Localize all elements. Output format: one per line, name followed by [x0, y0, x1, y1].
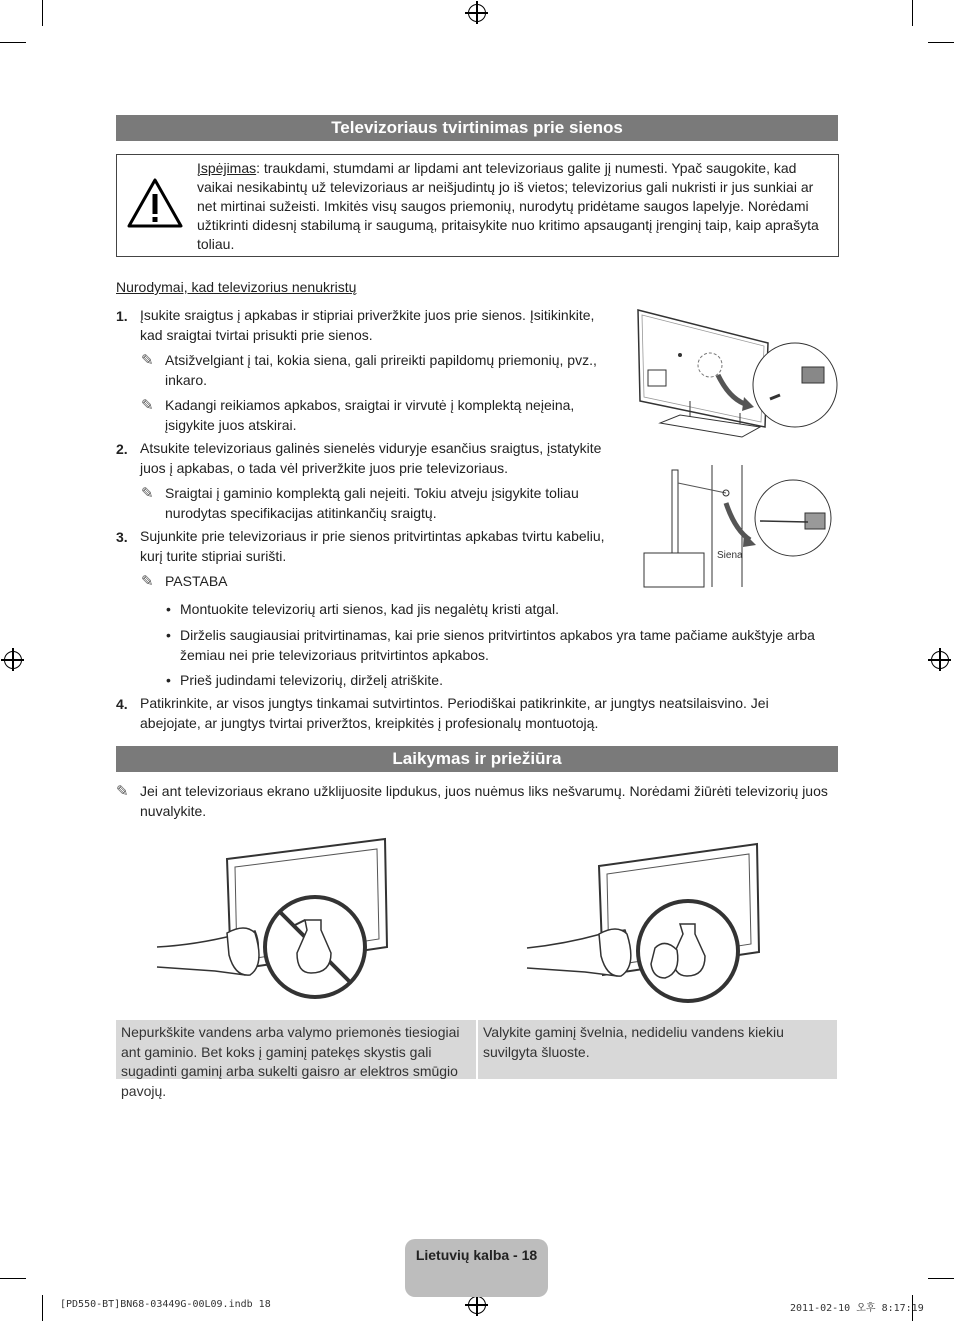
- crop-mark: [0, 1278, 26, 1279]
- note-text: Sraigtai į gaminio komplektą gali neįeiti. Tokiu atveju įsigykite toliau nurodytas specifikacijas atitinkančių sraigtų.: [165, 485, 579, 521]
- spray-prohibited-illustration: [155, 835, 395, 1005]
- page-number-tab: [405, 1239, 548, 1297]
- note-text: Jei ant televizoriaus ekrano užklijuosite lipdukus, juos nuėmus liks nešvarumų. Norėdami žiūrėti televizorių juos nuvalykite.: [140, 783, 828, 819]
- note-text: Atsižvelgiant į tai, kokia siena, gali prireikti papildomų priemonių, pvz., inkaro.: [165, 352, 597, 388]
- section-title: Televizoriaus tvirtinimas prie sienos: [116, 115, 838, 141]
- wall-label: Siena: [717, 550, 743, 561]
- subheading: Nurodymai, kad televizorius nenukristų: [116, 279, 357, 295]
- pencil-note-icon: ✎: [116, 783, 129, 800]
- warning-text: [197, 159, 827, 254]
- step-number: 3.: [116, 529, 128, 545]
- pencil-note-icon: ✎: [141, 397, 154, 414]
- bullet-text: Dirželis saugiausiai pritvirtinamas, kai prie sienos pritvirtintos apkabos yra tame pačiame aukštyje arba žemiau nei prie televizoriaus pritvirtintos apkabos.: [180, 627, 815, 663]
- registration-mark-icon: [468, 1296, 486, 1314]
- pencil-note-icon: ✎: [141, 352, 154, 369]
- registration-mark-icon: [931, 651, 949, 669]
- tv-back-bracket-illustration: [630, 305, 840, 445]
- step-number: 4.: [116, 696, 128, 712]
- page-label: Lietuvių kalba - 18: [415, 1247, 538, 1263]
- bullet-text: Prieš judindami televizorių, dirželį atriškite.: [180, 672, 443, 688]
- step-text: Įsukite sraigtus į apkabas ir stipriai priveržkite juos prie sienos. Įsitikinkite, kad sraigtai tvirtai prisukti prie sienos.: [140, 307, 595, 343]
- warning-label: Įspėjimas: [197, 160, 257, 176]
- registration-mark-icon: [468, 4, 486, 22]
- warning-triangle-icon: [126, 177, 184, 229]
- crop-mark: [42, 1295, 43, 1321]
- bullet-icon: •: [166, 672, 171, 688]
- step-number: 2.: [116, 441, 128, 457]
- crop-mark: [928, 42, 954, 43]
- caption-left: Nepurkškite vandens arba valymo priemonės tiesiogiai ant gaminio. Bet koks į gaminį patekęs skystis gali sugadinti gaminį arba sukelti gaisro ar elektros smūgio pavojų.: [116, 1020, 476, 1079]
- bullet-text: Montuokite televizorių arti sienos, kad jis negalėtų kristi atgal.: [180, 601, 559, 617]
- step-number: 1.: [116, 308, 128, 324]
- file-info: [PD550-BT]BN68-03449G-00L09.indb 18: [60, 1299, 271, 1310]
- crop-mark: [0, 42, 26, 43]
- warning-body: : traukdami, stumdami ar lipdami ant televizoriaus galite jį numesti. Ypač saugokite, kad vaikai nesikabintų už televizoriaus ar neišjudintų jo iš vietos; televizorius gali nukristi ir jus sunkiai ar net mirtinai sužeisti. Imkitės visų saugos priemonių, nurodytų pridėtame saugos lapelyje. Norėdami užtikrinti didesnį stabilumą ir saugumą, pritaisykite nuo kritimo apsaugantį įrenginį taip, kaip aprašyta toliau.: [197, 160, 819, 252]
- pencil-note-icon: ✎: [141, 573, 154, 590]
- tv-wall-strap-illustration: [640, 465, 840, 590]
- registration-mark-icon: [4, 651, 22, 669]
- step-text: Atsukite televizoriaus galinės sienelės viduryje esančius sraigtus, įstatykite juos į apkabas, o tada vėl priveržkite juos prie televizoriaus.: [140, 440, 602, 476]
- step-text: Sujunkite prie televizoriaus ir prie sienos pritvirtintas apkabas tvirtu kabeliu, kurį turite stipriai surišti.: [140, 528, 605, 564]
- section-title: Laikymas ir priežiūra: [116, 746, 838, 772]
- note-text: Kadangi reikiamos apkabos, sraigtai ir virvutė į komplektą neįeina, įsigykite juos atskirai.: [165, 397, 575, 433]
- crop-mark: [42, 0, 43, 26]
- bullet-icon: •: [166, 627, 171, 643]
- print-timestamp: 2011-02-10 오후 8:17:19: [790, 1303, 924, 1314]
- step-text: Patikrinkite, ar visos jungtys tinkamai sutvirtintos. Periodiškai patikrinkite, ar jungtys neatsilaisvino. Jei abejojate, ar jungtys tvirtai priveržtos, kreipkitės į profesionalų montuotoją.: [140, 695, 769, 731]
- note-label: PASTABA: [165, 573, 228, 589]
- crop-mark: [912, 0, 913, 26]
- warning-box: [116, 154, 839, 257]
- crop-mark: [928, 1278, 954, 1279]
- pencil-note-icon: ✎: [141, 485, 154, 502]
- bullet-icon: •: [166, 601, 171, 617]
- cloth-cleaning-illustration: [525, 838, 770, 1008]
- caption-right: Valykite gaminį švelnia, nedideliu vandens kiekiu suvilgyta šluoste.: [478, 1020, 837, 1079]
